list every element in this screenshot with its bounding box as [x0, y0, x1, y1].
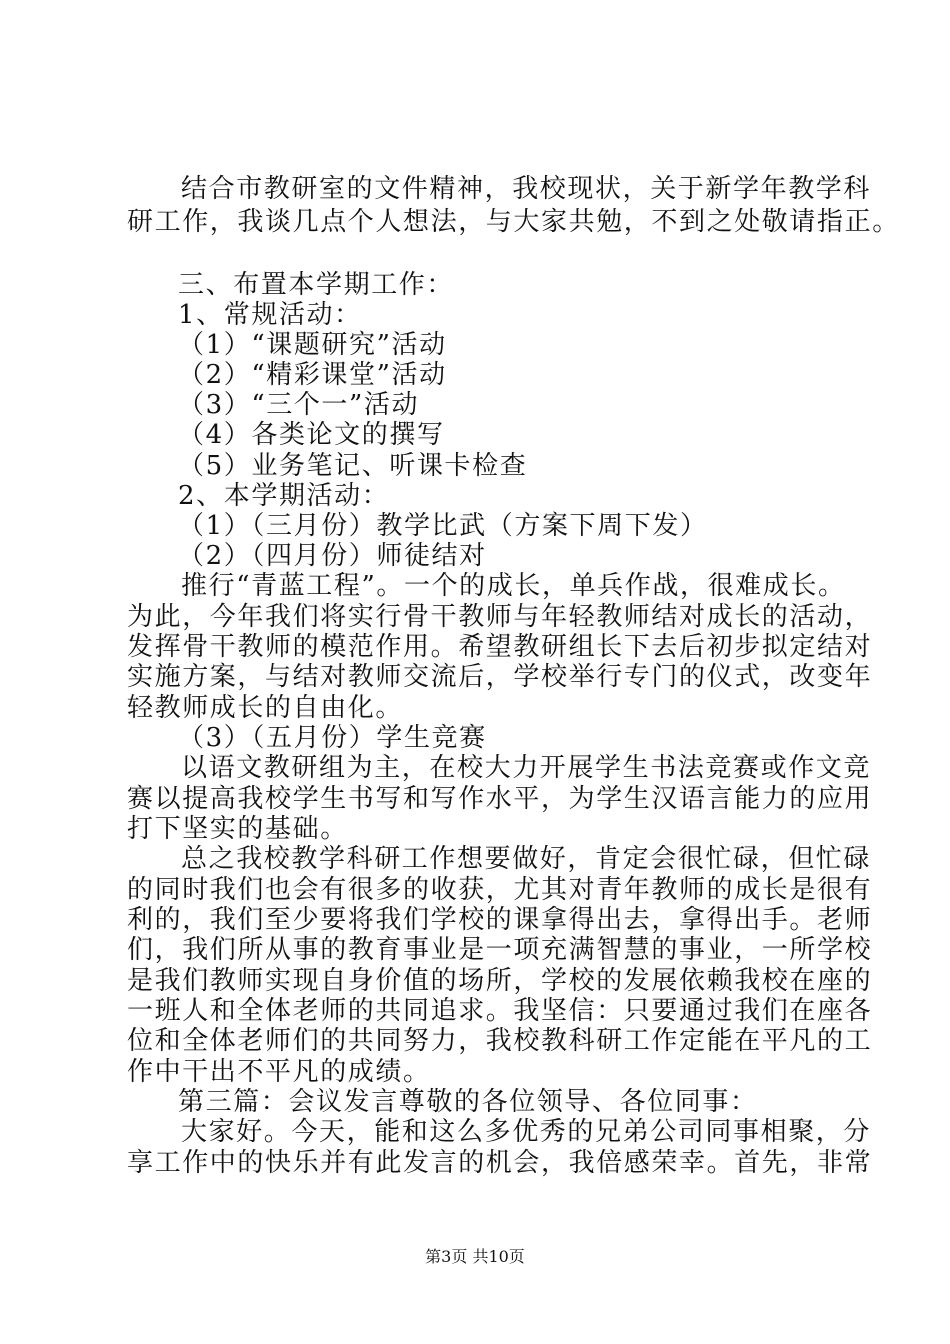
subsection-heading: 2、本学期活动：: [178, 481, 390, 511]
text-line: 研工作，我谈几点个人想法，与大家共勉，不到之处敬请指正。: [127, 207, 900, 237]
text-line: 推行“青蓝工程”。一个的成长，单兵作战，很难成长。: [181, 571, 846, 601]
list-item: （4）各类论文的撰写: [178, 420, 445, 450]
list-item: （2）“精彩课堂”活动: [178, 360, 447, 390]
text-line: 发挥骨干教师的模范作用。希望教研组长下去后初步拟定结对: [127, 632, 873, 662]
section-heading: 第三篇：会议发言尊敬的各位领导、各位同事：: [178, 1087, 758, 1117]
text-line: 利的，我们至少要将我们学校的课拿得出去，拿得出手。老师: [127, 905, 873, 935]
list-item: （1）（三月份）教学比武（方案下周下发）: [178, 511, 708, 541]
text-line: 享工作中的快乐并有此发言的机会，我倍感荣幸。首先，非常: [127, 1148, 873, 1178]
text-line: 总之我校教学科研工作想要做好，肯定会很忙碌，但忙碌: [181, 844, 872, 874]
text-line: 大家好。今天，能和这么多优秀的兄弟公司同事相聚，分: [181, 1117, 872, 1147]
text-line: 位和全体老师们的共同努力，我校教科研工作定能在平凡的工: [127, 1026, 873, 1056]
text-line: 轻教师成长的自由化。: [127, 693, 404, 723]
list-item: （3）“三个一”活动: [178, 390, 420, 420]
page-number-footer: 第3页 共10页: [425, 1247, 525, 1266]
text-line: 一班人和全体老师的共同追求。我坚信：只要通过我们在座各: [127, 996, 873, 1026]
text-line: 是我们教师实现自身价值的场所，学校的发展依赖我校在座的: [127, 966, 873, 996]
section-heading: 三、布置本学期工作：: [178, 270, 455, 300]
list-item: （1）“课题研究”活动: [178, 330, 447, 360]
text-line: 以语文教研组为主，在校大力开展学生书法竞赛或作文竞: [181, 753, 872, 783]
text-line: 的同时我们也会有很多的收获，尤其对青年教师的成长是很有: [127, 875, 873, 905]
subsection-heading: 1、常规活动：: [178, 300, 362, 330]
list-item: （2）（四月份）师徒结对: [178, 541, 487, 571]
list-item: （5）业务笔记、听课卡检查: [178, 451, 528, 481]
text-line: 为此，今年我们将实行骨干教师与年轻教师结对成长的活动，: [127, 602, 873, 632]
text-line: 赛以提高我校学生书写和写作水平，为学生汉语言能力的应用: [127, 784, 873, 814]
text-line: 结合市教研室的文件精神，我校现状，关于新学年教学科: [181, 174, 872, 204]
list-item: （3）（五月份）学生竞赛: [178, 723, 487, 753]
text-line: 实施方案，与结对教师交流后，学校举行专门的仪式，改变年: [127, 662, 873, 692]
text-line: 作中干出不平凡的成绩。: [127, 1057, 431, 1087]
text-line: 们，我们所从事的教育事业是一项充满智慧的事业，一所学校: [127, 935, 873, 965]
text-line: 打下坚实的基础。: [127, 814, 348, 844]
